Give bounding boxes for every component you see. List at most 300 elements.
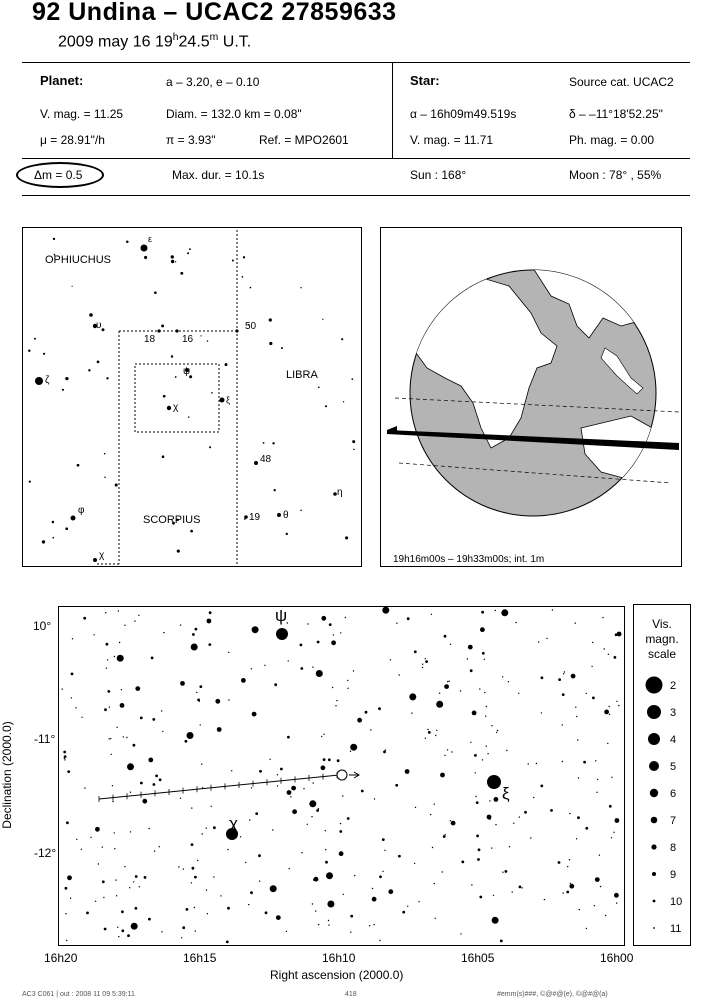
finder-field-star [175, 261, 176, 262]
detail-field-star [118, 936, 119, 937]
detail-field-star [353, 670, 354, 671]
detail-field-star [123, 736, 124, 737]
detail-field-star [186, 908, 189, 911]
detail-field-star [519, 816, 520, 817]
detail-field-star [422, 664, 423, 665]
detail-field-star [182, 926, 185, 929]
detail-field-star [270, 885, 277, 892]
star-label-xi: ξ [502, 784, 510, 803]
detail-field-star [583, 761, 586, 764]
detail-field-star [434, 883, 435, 884]
detail-field-star [432, 847, 433, 848]
detail-field-star [435, 735, 436, 736]
finder-star [89, 313, 93, 317]
detail-field-star [206, 889, 207, 890]
detail-field-star [562, 693, 565, 696]
detail-field-star [259, 770, 262, 773]
info-bottom-rule [22, 195, 690, 196]
detail-field-star [347, 688, 348, 689]
sun-elongation: Sun : 168° [410, 168, 467, 182]
finder-field-star [52, 521, 55, 524]
detail-field-star [329, 623, 332, 626]
finder-field-star [209, 446, 211, 448]
footer-mid: 418 [345, 991, 357, 998]
scale-dot [647, 705, 661, 719]
finder-field-star [163, 395, 166, 398]
detail-field-star [564, 671, 565, 672]
finder-field-star [250, 287, 252, 289]
finder-field-star [343, 401, 344, 402]
detail-field-star [140, 782, 143, 785]
detail-field-star [611, 777, 612, 778]
finder-star [254, 461, 258, 465]
finder-field-star [242, 276, 244, 278]
detail-field-star [118, 610, 119, 611]
detail-field-star [335, 705, 336, 706]
scale-value: 9 [670, 869, 677, 881]
detail-field-star [540, 785, 543, 788]
detail-field-star [475, 772, 476, 773]
detail-field-star [152, 718, 155, 721]
detail-field-star [415, 807, 416, 808]
detail-field-star [460, 933, 461, 934]
detail-field-star [470, 669, 473, 672]
detail-field-star [149, 828, 150, 829]
detail-field-star [605, 915, 606, 916]
detail-field-outline [135, 364, 219, 432]
detail-field-star [563, 673, 564, 674]
detail-field-star [489, 800, 490, 801]
scale-value: 8 [670, 842, 677, 854]
detail-field-star [550, 809, 553, 812]
detail-field-star [106, 643, 109, 646]
x-tick: 16h20 [44, 951, 78, 965]
detail-field-star [197, 860, 198, 861]
detail-field-star [372, 897, 377, 902]
detail-field-star [120, 703, 125, 708]
detail-field-star [388, 889, 393, 894]
finder-field-star [104, 476, 106, 478]
detail-field-star [482, 759, 483, 760]
detail-field-star [428, 731, 431, 734]
detail-field-star [579, 909, 580, 910]
finder-field-star [62, 389, 64, 391]
star-label: ξ [226, 395, 231, 405]
finder-star [157, 329, 160, 332]
star-psi [276, 628, 288, 640]
planet-parallax: π = 3.93" [166, 133, 216, 147]
detail-field-star [373, 924, 374, 925]
detail-field-star [350, 751, 351, 752]
detail-field-star [395, 784, 398, 787]
scale-dot [648, 733, 660, 745]
detail-field-star [307, 623, 308, 624]
detail-field-star [326, 872, 333, 879]
star-label: χ [173, 402, 179, 413]
finder-field-star [200, 335, 201, 336]
detail-field-star [372, 888, 373, 889]
star-label: ζ [45, 375, 50, 386]
detail-field-star [596, 792, 597, 793]
detail-field-star [618, 705, 619, 706]
scale-dot [652, 872, 656, 876]
detail-field-star [608, 654, 609, 655]
detail-field-star [577, 739, 578, 740]
detail-field-star [289, 868, 290, 869]
detail-field-star [347, 680, 348, 681]
detail-chart-svg [59, 607, 624, 945]
detail-field-star [107, 690, 110, 693]
detail-field-star [200, 724, 201, 725]
detail-field-star [609, 706, 610, 707]
detail-field-star [563, 892, 564, 893]
detail-field-star [594, 905, 595, 906]
detail-field-star [354, 875, 355, 876]
scale-dot [650, 789, 658, 797]
detail-field-star [447, 681, 448, 682]
detail-field-star [130, 792, 131, 793]
finder-field-star [29, 481, 31, 483]
detail-field-star [161, 931, 162, 932]
finder-field-star [171, 255, 174, 258]
moon-elongation: Moon : 78° , 55% [569, 168, 662, 182]
detail-field-star [616, 902, 617, 903]
detail-field-star [276, 915, 281, 920]
detail-field-star [178, 866, 179, 867]
detail-field-star [495, 824, 496, 825]
detail-field-star [343, 894, 344, 895]
detail-field-star [162, 731, 163, 732]
detail-field-star [570, 883, 571, 884]
detail-field-star [530, 837, 531, 838]
star-label: 16 [182, 334, 194, 345]
detail-field-star [65, 913, 66, 914]
finder-star [244, 515, 248, 519]
detail-field-star [435, 918, 436, 919]
detail-field-star [552, 609, 553, 610]
detail-field-star [577, 816, 580, 819]
detail-field-star [347, 817, 350, 820]
scale-dot [649, 761, 659, 771]
detail-field-star [117, 927, 118, 928]
detail-field-star [405, 769, 410, 774]
detail-field-star [314, 877, 319, 882]
detail-field-star [615, 633, 618, 636]
finder-field-star [325, 405, 327, 407]
finder-field-star [126, 240, 129, 243]
scale-svg [634, 605, 690, 945]
detail-field-star [300, 667, 303, 670]
max-duration: Max. dur. = 10.1s [172, 168, 265, 182]
detail-field-star [65, 887, 68, 890]
detail-field-star [484, 692, 485, 693]
detail-field-star [616, 701, 617, 702]
detail-field-star [90, 837, 91, 838]
detail-field-star [331, 640, 336, 645]
detail-field-star [226, 941, 229, 944]
detail-field-star [159, 846, 160, 847]
detail-field-star [609, 714, 610, 715]
detail-field-star [450, 820, 451, 821]
detail-field-star [215, 699, 220, 704]
detail-field-star [407, 906, 408, 907]
detail-field-star [425, 738, 426, 739]
detail-field-star [436, 701, 443, 708]
x-tick: 16h10 [322, 951, 356, 965]
scale-dot [646, 677, 663, 694]
detail-field-star [450, 644, 451, 645]
detail-field-star [127, 763, 134, 770]
detail-field-star [444, 684, 449, 689]
detail-field-star [288, 660, 289, 661]
detail-field-star [209, 611, 212, 614]
detail-field-star [595, 877, 600, 882]
detail-field-star [614, 656, 617, 659]
detail-field-star [422, 667, 423, 668]
detail-field-star [71, 673, 74, 676]
finder-field-star [263, 442, 265, 444]
detail-field-star [159, 778, 162, 781]
detail-field-star [491, 847, 492, 848]
detail-field-star [604, 648, 605, 649]
detail-field-star [133, 744, 136, 747]
detail-field-star [615, 818, 620, 823]
detail-field-star [105, 612, 106, 613]
detail-field-star [476, 801, 479, 804]
planet-heading: Planet: [40, 73, 84, 88]
detail-field-star [611, 837, 612, 838]
detail-field-star [585, 827, 588, 830]
detail-field-star [614, 893, 619, 898]
detail-field-star [541, 712, 542, 713]
detail-field-star [541, 676, 544, 679]
detail-field-star [488, 817, 491, 820]
detail-field-star [287, 790, 292, 795]
finder-star [141, 245, 148, 252]
detail-field-star [536, 763, 537, 764]
page-title: 92 Undina – UCAC2 27859633 [32, 0, 397, 26]
detail-field-star [481, 611, 484, 614]
detail-field-star [475, 796, 476, 797]
detail-field-star [476, 835, 479, 838]
detail-field-star [252, 626, 259, 633]
detail-field-star [135, 907, 138, 910]
finder-field-star [281, 347, 283, 349]
detail-field-star [477, 858, 480, 861]
finder-field-star [190, 530, 193, 533]
detail-field-star [300, 644, 303, 647]
footer-right: #emm(s)###, ©@#@(e), ©@#@(a) [497, 991, 608, 998]
detail-field-star [104, 928, 107, 931]
detail-field-star [340, 632, 341, 633]
detail-field-star [508, 681, 509, 682]
detail-field-star [191, 882, 192, 883]
detail-field-star [108, 738, 109, 739]
detail-field-star [112, 801, 113, 802]
detail-field-star [202, 833, 203, 834]
finder-field-star [188, 416, 189, 417]
detail-field-star [513, 823, 514, 824]
detail-field-star [575, 622, 576, 623]
detail-field-star [321, 736, 322, 737]
star-ra: α – 16h09m49.519s [410, 107, 517, 121]
globe-caption: 19h16m00s – 19h33m00s; int. 1m [393, 554, 545, 565]
detail-field-star [102, 880, 105, 883]
detail-field-star [398, 855, 401, 858]
detail-field-star [194, 907, 195, 908]
detail-field-star [84, 787, 85, 788]
finder-field-star [345, 536, 348, 539]
constellation-label: SCORPIUS [143, 514, 201, 526]
detail-field-star [451, 751, 452, 752]
detail-field-star [486, 746, 487, 747]
detail-field-star [595, 760, 596, 761]
scale-dot [651, 817, 658, 824]
detail-field-star [258, 854, 261, 857]
detail-field-star [575, 707, 576, 708]
detail-field-star [139, 886, 140, 887]
detail-field-star [440, 773, 445, 778]
finder-field-star [28, 349, 30, 351]
detail-field-star [241, 678, 246, 683]
detail-field-star [183, 868, 184, 869]
star-dec: δ – –11°18'52.25" [569, 107, 663, 121]
detail-field-star [313, 782, 314, 783]
detail-field-star [103, 897, 104, 898]
detail-field-star [191, 843, 194, 846]
star-label-chi: χ [229, 814, 238, 833]
detail-field-star [509, 846, 510, 847]
detail-field-star [144, 876, 147, 879]
detail-field-star [339, 830, 342, 833]
scale-value: 11 [670, 923, 682, 935]
detail-field-star [311, 816, 312, 817]
detail-field-star [342, 795, 343, 796]
detail-field-star [409, 693, 416, 700]
detail-field-star [292, 809, 297, 814]
detail-field-star [328, 758, 331, 761]
info-top-rule [22, 62, 690, 63]
finder-field-star [180, 272, 183, 275]
finder-field-star [161, 324, 164, 327]
detail-field-star [427, 729, 428, 730]
detail-field-star [272, 829, 273, 830]
detail-field-star [277, 785, 278, 786]
scale-value: 3 [670, 707, 677, 719]
detail-field-star [153, 783, 156, 786]
detail-field-star [129, 887, 130, 888]
detail-field-star [461, 861, 464, 864]
detail-field-star [562, 724, 563, 725]
finder-field-star [154, 291, 157, 294]
detail-field-star [154, 850, 155, 851]
finder-field-star [300, 510, 302, 512]
detail-field-star [227, 849, 228, 850]
detail-field-star [180, 624, 181, 625]
detail-field-star [286, 931, 287, 932]
detail-field-star [505, 870, 508, 873]
detail-field-star [361, 790, 364, 793]
detail-field-star [213, 826, 216, 829]
finder-field-star [274, 489, 276, 491]
detail-field-star [121, 689, 122, 690]
detail-field-star [316, 670, 323, 677]
x-axis-label: Right ascension (2000.0) [270, 968, 404, 982]
detail-field-star [379, 940, 380, 941]
detail-field-star [482, 652, 485, 655]
detail-field-star [155, 775, 158, 778]
detail-field-star [321, 765, 326, 770]
detail-field-star [116, 895, 117, 896]
finder-chart-svg [23, 228, 361, 566]
detail-field-star [512, 891, 513, 892]
detail-field-star [195, 930, 196, 931]
detail-field-star [323, 758, 326, 761]
detail-field-star [81, 849, 82, 850]
finder-field-star [43, 353, 45, 355]
detail-field-star [521, 887, 522, 888]
detail-field-star [425, 658, 426, 659]
globe-svg [381, 228, 681, 566]
detail-field-star [206, 828, 207, 829]
detail-field-star [163, 632, 164, 633]
detail-field-star [161, 710, 162, 711]
y-tick: -11° [34, 732, 56, 746]
detail-field-star [316, 809, 319, 812]
star-label: ε [148, 234, 153, 244]
detail-field-star [472, 711, 477, 716]
detail-field-star [180, 798, 181, 799]
detail-field-star [130, 831, 131, 832]
finder-star [71, 516, 76, 521]
star-label: 18 [144, 334, 156, 345]
finder-field-star [352, 440, 355, 443]
detail-field-star [63, 751, 66, 754]
detail-field-star [250, 891, 253, 894]
detail-field-star [220, 895, 221, 896]
detail-field-star [269, 759, 270, 760]
detail-field-star [546, 638, 547, 639]
detail-field-star [379, 875, 382, 878]
finder-star [277, 513, 281, 517]
detail-field-star [213, 876, 214, 877]
detail-field-star [199, 701, 200, 702]
detail-field-star [245, 862, 246, 863]
detail-field-star [524, 811, 527, 814]
detail-field-star [586, 693, 587, 694]
asteroid-track [99, 775, 339, 799]
detail-field-star [586, 928, 587, 929]
detail-field-star [396, 623, 397, 624]
info-divider [392, 62, 393, 158]
detail-field-star [402, 911, 405, 914]
finder-field-star [144, 256, 147, 259]
detail-field-star [116, 727, 117, 728]
detail-field-star [228, 699, 229, 700]
star-label: 48 [260, 454, 272, 465]
scale-title: Vis. magn. scale [645, 617, 679, 661]
detail-field-star [576, 716, 577, 717]
detail-field-star [249, 819, 250, 820]
detail-field-star [591, 666, 592, 667]
detail-field-star [544, 899, 545, 900]
detail-field-star [67, 875, 72, 880]
detail-field-star [599, 855, 600, 856]
finder-field-star [243, 256, 245, 258]
detail-field-star [478, 848, 481, 851]
detail-field-star [312, 666, 313, 667]
finder-field-star [177, 550, 180, 553]
